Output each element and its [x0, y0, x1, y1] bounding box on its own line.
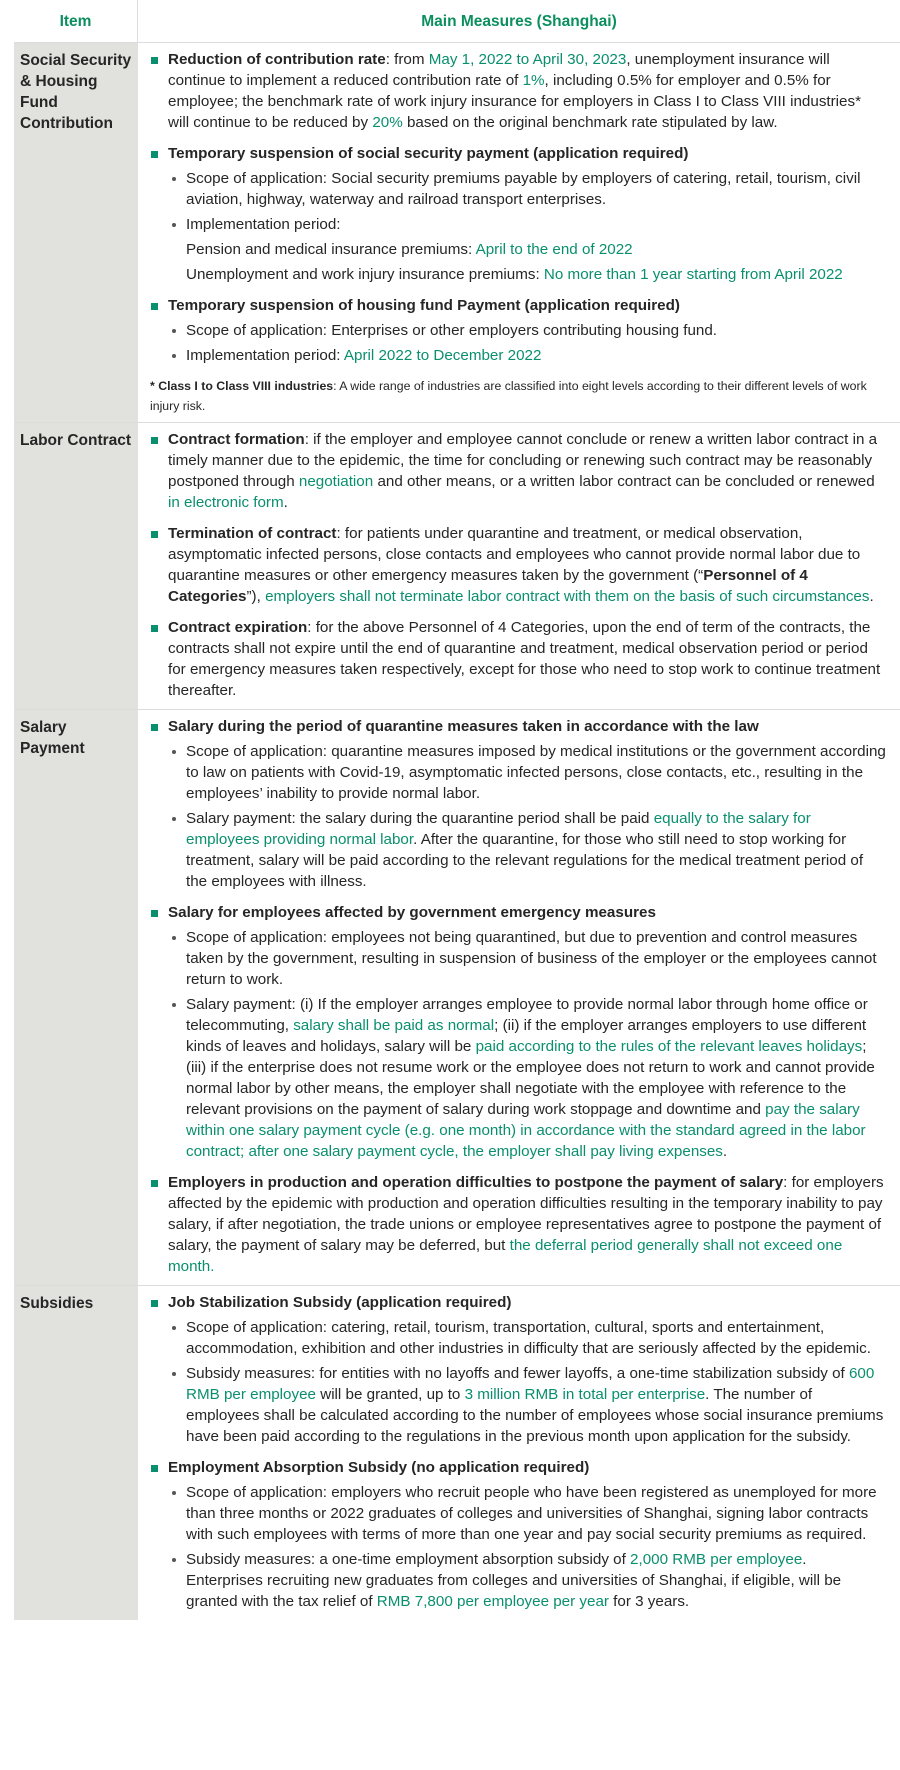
square-bullet-icon [151, 910, 158, 917]
body-text: . Enterprises recruiting new graduates from colleges and universities of Shanghai, if eligible, will be granted with the tax relief of [186, 1551, 842, 1610]
measure-block [150, 617, 886, 701]
footnote-text: : A wide range of industries are classified into eight levels according to their different levels of work injury risk. [150, 379, 867, 413]
body-text: Pension and medical insurance premiums: [186, 241, 476, 258]
table-row [14, 42, 900, 422]
body-text: : for the above Personnel of 4 Categories, upon the end of term of the contracts, the contracts shall not expire until the end of quarantine and treatment, medical observation period or period for emergency measures taken respectively, except for those who need to stop work to continue treatment thereafter. [168, 619, 881, 699]
measure-block [150, 1172, 886, 1277]
sub-detail-line [150, 239, 886, 260]
round-bullet-icon [172, 329, 176, 333]
sub-detail-line [150, 264, 886, 285]
measure-title: Salary during the period of quarantine measures taken in accordance with the law [168, 718, 759, 735]
measure-block [150, 49, 886, 133]
body-text: . After the quarantine, for those who still need to stop working for treatment, salary will be paid according to the relevant regulations for the medical treatment period of the employees with illness. [186, 831, 864, 890]
round-bullet-icon [172, 177, 176, 181]
measures-cell [138, 43, 900, 422]
highlight-text: paid according to the rules of the relevant leaves holidays [475, 1038, 863, 1055]
measure-item [150, 295, 886, 316]
square-bullet-icon [151, 151, 158, 158]
round-bullet-icon [172, 750, 176, 754]
square-bullet-icon [151, 1465, 158, 1472]
body-text: Scope of application: Enterprises or other employers contributing housing fund. [186, 322, 718, 339]
category-cell: Subsidies [14, 1286, 138, 1620]
square-bullet-icon [151, 531, 158, 538]
square-bullet-icon [151, 1300, 158, 1307]
measure-title: Job Stabilization Subsidy (application required) [168, 1294, 512, 1311]
highlight-text: April 2022 to December 2022 [343, 347, 542, 364]
highlight-text: No more than 1 year starting from April 2022 [543, 266, 843, 283]
measure-title: Employers in production and operation difficulties to postpone the payment of salary [168, 1174, 784, 1191]
measure-title: Temporary suspension of social security payment (application required) [168, 145, 689, 162]
highlight-text: May 1, 2022 to April 30, 2023 [428, 51, 627, 68]
sub-item [168, 1317, 886, 1359]
measure-block [150, 1457, 886, 1612]
measure-item [150, 143, 886, 164]
category-cell: Labor Contract [14, 423, 138, 709]
measure-title: Termination of contract [168, 525, 337, 542]
body-text: . The number of employees shall be calculated according to the number of employees whose social insurance premiums have been paid according to the regulations in the previous month upon application for the subsidy. [186, 1386, 884, 1445]
sub-list [150, 168, 886, 235]
highlight-text: equally to the salary for employees providing normal labor [186, 810, 811, 848]
measure-item [150, 49, 886, 133]
highlight-text: negotiation [298, 473, 374, 490]
measure-title: Temporary suspension of housing fund Payment (application required) [168, 297, 680, 314]
round-bullet-icon [172, 354, 176, 358]
round-bullet-icon [172, 1372, 176, 1376]
body-text: Salary payment: (i) If the employer arranges employee to provide normal labor through home office or telecommuting, [186, 996, 868, 1034]
sub-item [168, 808, 886, 892]
square-bullet-icon [151, 1180, 158, 1187]
measure-item [150, 523, 886, 607]
table-body [14, 42, 900, 1620]
body-text: , unemployment insurance will continue to implement a reduced contribution rate of [168, 51, 830, 89]
body-text: will be granted, up to [316, 1386, 465, 1403]
measure-title: Employment Absorption Subsidy (no application required) [168, 1459, 590, 1476]
body-text: Scope of application: catering, retail, tourism, transportation, cultural, sports and entertainment, accommodation, exhibition and other industries in difficulty that are seriously affected by the epidemic. [186, 1319, 871, 1357]
highlight-text: employers shall not terminate labor contract with them on the basis of such circumstances [265, 588, 870, 605]
body-text: ; (iii) if the enterprise does not resume work or the employee does not return to work and cannot provide normal labor by other means, the employer shall negotiate with the employee with reference to the relevant provisions on the payment of salary during work stoppage and downtime and [186, 1038, 875, 1118]
highlight-text: 3 million RMB in total per enterprise [464, 1386, 706, 1403]
body-text: Scope of application: Social security premiums payable by employers of catering, retail, tourism, civil aviation, highway, waterway and railroad transport enterprises. [186, 170, 861, 208]
body-text: Unemployment and work injury insurance premiums: [186, 266, 544, 283]
highlight-text: in electronic form [168, 494, 284, 511]
measures-cell [138, 1286, 900, 1620]
body-text: Scope of application: employees not being quarantined, but due to prevention and control measures taken by the government, resulting in suspension of business of the employer or the employees cannot return to work. [186, 929, 877, 988]
highlight-text: 1% [522, 72, 545, 89]
table-header [14, 0, 900, 42]
highlight-text: the deferral period generally shall not exceed one month. [168, 1237, 843, 1275]
body-text: : from [385, 51, 429, 68]
sub-item [168, 320, 886, 341]
measure-block [150, 1292, 886, 1447]
highlight-text: pay the salary within one salary payment cycle (e.g. one month) in accordance with the standard agreed in the labor contract; after one salary payment cycle, the employer shall pay living expenses [186, 1101, 866, 1160]
measure-item [150, 429, 886, 513]
body-text: , including 0.5% for employer and 0.5% for employee; the benchmark rate of work injury insurance for employers in Class I to Class VIII industries* will continue to be reduced by [168, 72, 862, 131]
body-text: Subsidy measures: a one-time employment absorption subsidy of [186, 1551, 631, 1568]
body-text: ”), [246, 588, 266, 605]
sub-list [150, 1482, 886, 1612]
round-bullet-icon [172, 1558, 176, 1562]
body-text: . [869, 588, 874, 605]
sub-item [168, 741, 886, 804]
body-text: . [722, 1143, 728, 1160]
highlight-text: salary shall be paid as normal [293, 1017, 495, 1034]
body-text: : if the employer and employee cannot conclude or renew a written labor contract in a timely manner due to the epidemic, the time for concluding or renewing such contract may be reasonably postponed through [168, 431, 878, 490]
category-cell: Social Security & Housing Fund Contribution [14, 43, 138, 422]
body-text: Salary payment: the salary during the quarantine period shall be paid [186, 810, 654, 827]
sub-item [168, 927, 886, 990]
round-bullet-icon [172, 936, 176, 940]
footnote-term: * Class I to Class VIII industries [150, 379, 334, 393]
measure-block [150, 523, 886, 607]
sub-list [150, 927, 886, 1162]
square-bullet-icon [151, 303, 158, 310]
measure-block [150, 295, 886, 366]
table-row [14, 709, 900, 1285]
measure-item [150, 902, 886, 923]
measure-item [150, 1457, 886, 1478]
round-bullet-icon [172, 223, 176, 227]
round-bullet-icon [172, 1491, 176, 1495]
body-text: Scope of application: quarantine measures imposed by medical institutions or the government according to law on patients with Covid-19, asymptomatic infected persons, close contacts, etc., resulting in the employees’ inability to provide normal labor. [186, 743, 886, 802]
measure-item [150, 1292, 886, 1313]
category-cell: Salary Payment [14, 710, 138, 1285]
measures-cell [138, 710, 900, 1285]
measure-item [150, 716, 886, 737]
square-bullet-icon [151, 437, 158, 444]
sub-list [150, 1317, 886, 1447]
table-row [14, 422, 900, 709]
table-row [14, 1285, 900, 1620]
measure-block [150, 429, 886, 513]
square-bullet-icon [151, 625, 158, 632]
body-text: Implementation period: [186, 347, 344, 364]
measure-title: Reduction of contribution rate [168, 51, 386, 68]
measure-block [150, 902, 886, 1162]
measure-item [150, 1172, 886, 1277]
body-text: and other means, or a written labor contract can be concluded or renewed [373, 473, 875, 490]
highlight-text: 600 RMB per employee [186, 1365, 875, 1403]
body-text: ; (ii) if the employer arranges employers to use different kinds of leaves and holidays, salary will be [186, 1017, 867, 1055]
body-text: based on the original benchmark rate stipulated by law. [402, 114, 778, 131]
round-bullet-icon [172, 1003, 176, 1007]
sub-item [168, 1363, 886, 1447]
sub-item [168, 345, 886, 366]
body-text: : for employers affected by the epidemic with production and operation difficulties resulting in the temporary inability to pay salary, if after negotiation, the trade unions or employee representatives agree to postpone the payment of salary, the payment of salary may be deferred, but [168, 1174, 884, 1254]
measure-title: Contract formation [168, 431, 305, 448]
highlight-text: 20% [372, 114, 403, 131]
sub-item [168, 168, 886, 210]
sub-list [150, 320, 886, 366]
measure-block [150, 143, 886, 285]
square-bullet-icon [151, 724, 158, 731]
sub-item [168, 994, 886, 1162]
sub-item [168, 214, 886, 235]
measure-block [150, 716, 886, 892]
body-text: Scope of application: employers who recruit people who have been registered as unemployed for more than three months or 2022 graduates of colleges and universities of Shanghai, signing labor contracts with such employees with terms of more than one year and pay social security premiums as required. [186, 1484, 877, 1543]
footnote [150, 376, 886, 416]
square-bullet-icon [151, 57, 158, 64]
bold-text: Personnel of 4 Categories [168, 567, 808, 605]
body-text: . [283, 494, 288, 511]
body-text: for 3 years. [608, 1593, 690, 1610]
round-bullet-icon [172, 817, 176, 821]
sub-item [168, 1549, 886, 1612]
sub-item [168, 1482, 886, 1545]
body-text: Implementation period: [186, 216, 341, 233]
body-text: Subsidy measures: for entities with no layoffs and fewer layoffs, a one-time stabilization subsidy of [186, 1365, 849, 1382]
header-main-measures: Main Measures (Shanghai) [421, 12, 617, 30]
round-bullet-icon [172, 1326, 176, 1330]
highlight-text: RMB 7,800 per employee per year [376, 1593, 609, 1610]
highlight-text: 2,000 RMB per employee [630, 1551, 803, 1568]
header-item: Item [14, 0, 138, 42]
body-text: : for patients under quarantine and treatment, or medical observation, asymptomatic infected persons, close contacts and employees who cannot provide normal labor due to quarantine measures or other emergency measures taken by the government (“ [168, 525, 861, 584]
measures-cell [138, 423, 900, 709]
sub-list [150, 741, 886, 892]
highlight-text: April to the end of 2022 [475, 241, 633, 258]
measure-title: Contract expiration [168, 619, 308, 636]
measure-title: Salary for employees affected by government emergency measures [168, 904, 656, 921]
measure-item [150, 617, 886, 701]
